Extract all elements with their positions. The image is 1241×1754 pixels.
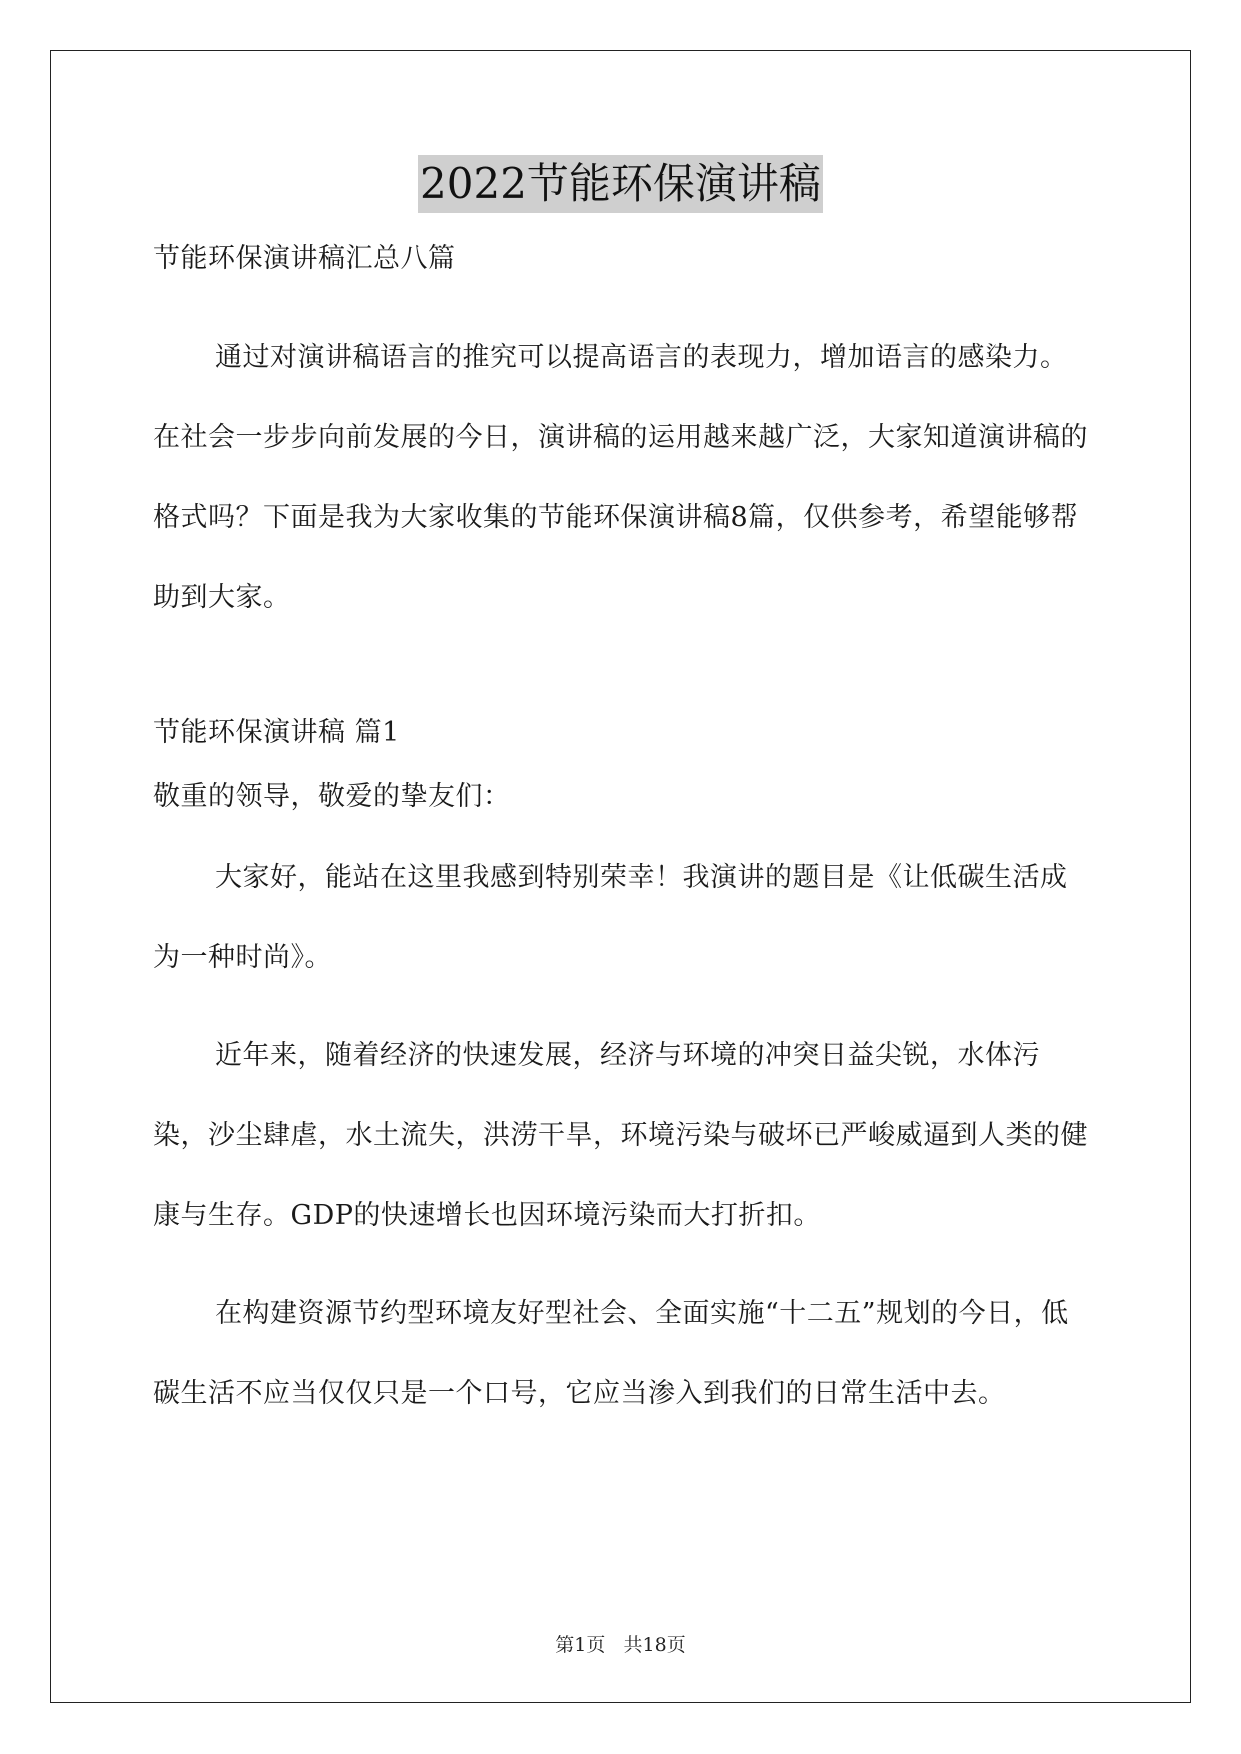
document-body	[153, 236, 1093, 1452]
title-container	[0, 155, 1241, 213]
intro-paragraph: 通过对演讲稿语言的推究可以提高语言的表现力，增加语言的感染力。在社会一步步向前发展的今日，演讲稿的运用越来越广泛，大家知道演讲稿的格式吗？下面是我为大家收集的节能环保演讲稿8篇，仅供参考，希望能够帮助到大家。	[153, 342, 1088, 613]
body-paragraph-3: 在构建资源节约型环境友好型社会、全面实施“十二五”规划的今日，低碳生活不应当仅仅只是一个口号，它应当渗入到我们的日常生活中去。	[153, 1298, 1069, 1409]
page-total: 共18页	[623, 1634, 686, 1656]
page-footer	[0, 1630, 1241, 1657]
document-title: 2022节能环保演讲稿	[418, 155, 823, 213]
body-paragraph-2: 近年来，随着经济的快速发展，经济与环境的冲突日益尖锐，水体污染，沙尘肆虐，水土流失，洪涝干旱，环境污染与破坏已严峻威逼到人类的健康与生存。GDP的快速增长也因环境污染而大打折扣。	[153, 1040, 1088, 1231]
body-paragraph-1: 大家好，能站在这里我感到特别荣幸！我演讲的题目是《让低碳生活成为一种时尚》。	[153, 862, 1068, 973]
greeting-line: 敬重的领导，敬爱的挚友们：	[153, 781, 511, 812]
page-number: 第1页	[555, 1634, 606, 1656]
document-subtitle: 节能环保演讲稿汇总八篇	[153, 243, 456, 274]
section-heading: 节能环保演讲稿 篇1	[153, 717, 400, 748]
